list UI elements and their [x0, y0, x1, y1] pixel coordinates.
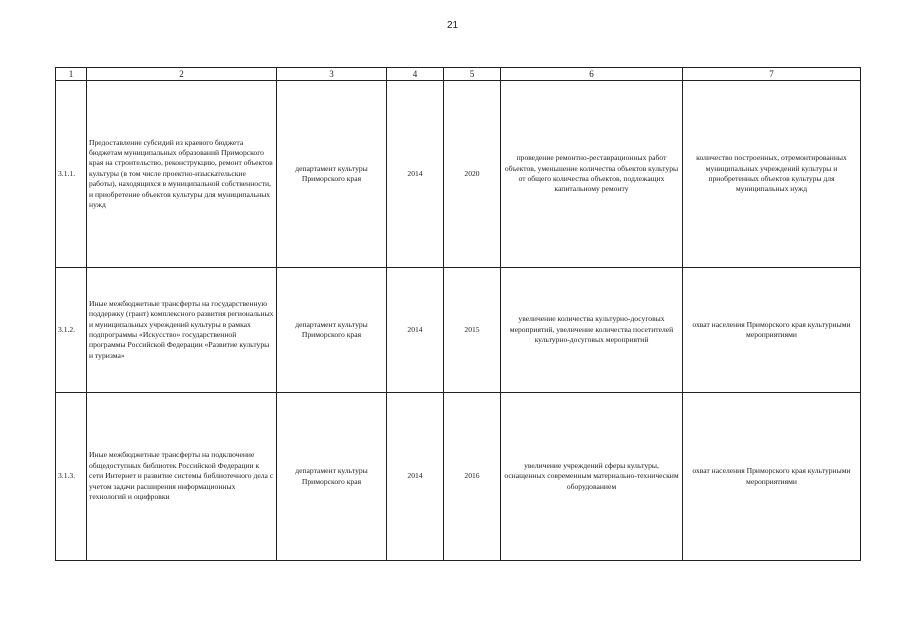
column-header: 2: [87, 68, 277, 81]
measure-name: Иные межбюджетные трансферты на подключение общедоступных библиотек Российской Федерации к сети Интернет и развитие системы библиотечного дела с учетом задачи расширения информационных технологий и оцифровки: [87, 393, 277, 561]
executor: департамент культуры Приморского края: [277, 81, 387, 268]
executor: департамент культуры Приморского края: [277, 268, 387, 393]
executor: департамент культуры Приморского края: [277, 393, 387, 561]
measure-name: Предоставление субсидий из краевого бюджета бюджетам муниципальных образований Приморского края на строительство, реконструкцию, ремонт объектов культуры (в том числе проектно-изыскательские работы), находящихся в муниципальной собственности, и приобретение объектов культуры для муниципальных нужд: [87, 81, 277, 268]
column-header: 7: [683, 68, 861, 81]
item-number: 3.1.1.: [56, 81, 87, 268]
table-row: [56, 268, 861, 393]
start-year: 2014: [387, 393, 444, 561]
column-header: 4: [387, 68, 444, 81]
end-year: 2015: [444, 268, 501, 393]
end-year: 2016: [444, 393, 501, 561]
expected-result: проведение ремонтно-реставрационных работ объектов, уменьшение количества объектов культуры от общего количества объектов, подлежащих капитальному ремонту: [501, 81, 683, 268]
column-header: 3: [277, 68, 387, 81]
item-number: 3.1.2.: [56, 268, 87, 393]
target-indicator: охват населения Приморского края культурными мероприятиями: [683, 393, 861, 561]
item-number: 3.1.3.: [56, 393, 87, 561]
end-year: 2020: [444, 81, 501, 268]
measure-name: Иные межбюджетные трансферты на государственную поддержку (грант) комплексного развития региональных и муниципальных учреждений культуры в рамках подпрограммы «Искусство» государственной программы Российской Федерации «Развитие культуры и туризма»: [87, 268, 277, 393]
table-row: [56, 81, 861, 268]
target-indicator: количество построенных, отремонтированных муниципальных учреждений культуры и приобретенных объектов культуры для муниципальных нужд: [683, 81, 861, 268]
column-header: 5: [444, 68, 501, 81]
start-year: 2014: [387, 81, 444, 268]
target-indicator: охват населения Приморского края культурными мероприятиями: [683, 268, 861, 393]
table-row: [56, 393, 861, 561]
expected-result: увеличение учреждений сферы культуры, оснащенных современным материально-техническим оборудованием: [501, 393, 683, 561]
start-year: 2014: [387, 268, 444, 393]
column-header: 6: [501, 68, 683, 81]
program-measures-table: [55, 67, 861, 561]
header-row: [56, 68, 861, 81]
column-header: 1: [56, 68, 87, 81]
page-number: 21: [446, 20, 459, 31]
expected-result: увеличение количества культурно-досуговых мероприятий, увеличение количества посетителей культурно-досуговых мероприятий: [501, 268, 683, 393]
